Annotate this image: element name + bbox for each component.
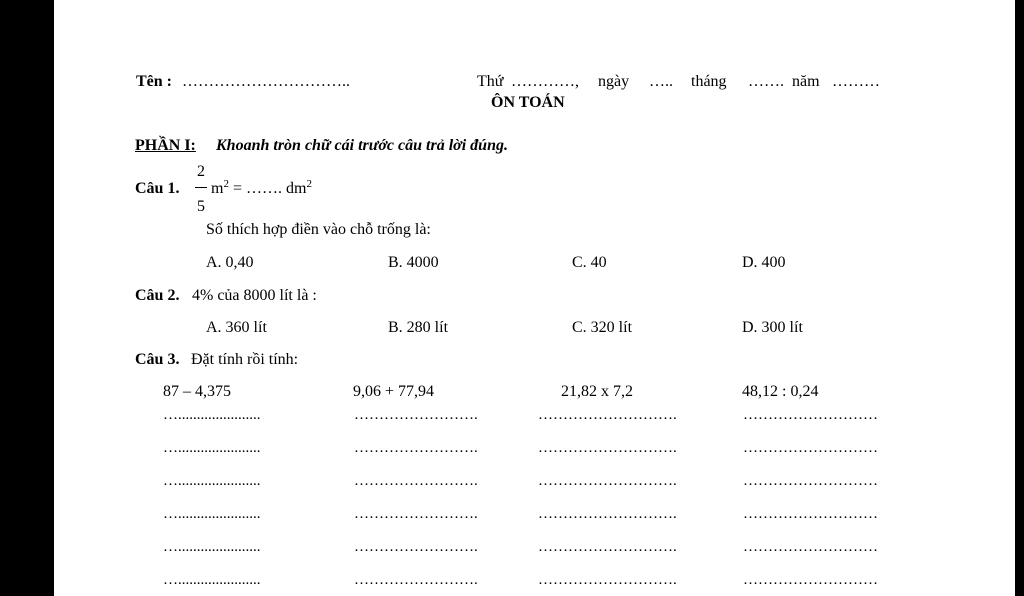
year-blank: ……… bbox=[832, 73, 880, 90]
q1-exp1: 2 bbox=[223, 178, 229, 190]
q1-label: Câu 1. bbox=[135, 180, 180, 197]
q3-calc-4: 48,12 : 0,24 bbox=[742, 383, 819, 400]
q1-expression bbox=[211, 179, 312, 199]
q3-text: Đặt tính rồi tính: bbox=[191, 351, 299, 368]
blank-r3-c4[interactable]: ……………………… bbox=[743, 473, 878, 489]
right-margin bbox=[1015, 0, 1024, 596]
q1-option-d[interactable]: D. 400 bbox=[742, 254, 786, 271]
blank-r4-c1[interactable]: …...................... bbox=[163, 506, 261, 522]
q2-text: 4% của 8000 lít là : bbox=[192, 287, 317, 304]
q1-option-a[interactable]: A. 0,40 bbox=[206, 254, 254, 271]
blank-r5-c1[interactable]: …...................... bbox=[163, 539, 261, 555]
month-blank: ……. bbox=[748, 73, 784, 90]
year-label: năm bbox=[792, 73, 820, 90]
q1-numerator: 2 bbox=[197, 163, 205, 180]
part1-instruction: Khoanh tròn chữ cái trước câu trả lời đúng. bbox=[216, 137, 508, 154]
blank-r1-c2[interactable]: ……………………. bbox=[354, 407, 478, 423]
blank-r3-c3[interactable]: ………………………. bbox=[538, 473, 677, 489]
blank-r4-c4[interactable]: ……………………… bbox=[743, 506, 878, 522]
blank-r2-c4[interactable]: ……………………… bbox=[743, 440, 878, 456]
blank-r5-c4[interactable]: ……………………… bbox=[743, 539, 878, 555]
fraction-bar bbox=[195, 187, 207, 188]
q2-label: Câu 2. bbox=[135, 287, 180, 304]
blank-r6-c3[interactable]: ………………………. bbox=[538, 572, 677, 588]
blank-r1-c1[interactable]: …...................... bbox=[163, 407, 261, 423]
page-title: ÔN TOÁN bbox=[491, 94, 565, 111]
q3-calc-3: 21,82 x 7,2 bbox=[561, 383, 633, 400]
blank-r4-c2[interactable]: ……………………. bbox=[354, 506, 478, 522]
q1-denominator: 5 bbox=[197, 198, 205, 215]
date-blank: ….. bbox=[649, 73, 673, 90]
q3-label: Câu 3. bbox=[135, 351, 180, 368]
blank-r6-c2[interactable]: ……………………. bbox=[354, 572, 478, 588]
q1-unit2: dm bbox=[285, 180, 307, 197]
blank-r2-c3[interactable]: ………………………. bbox=[538, 440, 677, 456]
q3-calc-1: 87 – 4,375 bbox=[163, 383, 231, 400]
q1-prompt: Số thích hợp điền vào chỗ trống là: bbox=[206, 221, 431, 238]
blank-r5-c2[interactable]: ……………………. bbox=[354, 539, 478, 555]
blank-r1-c3[interactable]: ………………………. bbox=[538, 407, 677, 423]
blank-r2-c2[interactable]: ……………………. bbox=[354, 440, 478, 456]
q2-option-b[interactable]: B. 280 lít bbox=[388, 319, 449, 336]
name-blank: ………………………….. bbox=[182, 73, 350, 90]
blank-r1-c4[interactable]: ……………………… bbox=[743, 407, 878, 423]
blank-r6-c1[interactable]: …...................... bbox=[163, 572, 261, 588]
document-page bbox=[54, 0, 1015, 596]
q2-option-d[interactable]: D. 300 lít bbox=[742, 319, 803, 336]
part1-label: PHẦN I: bbox=[135, 137, 196, 154]
q1-exp2: 2 bbox=[306, 178, 312, 190]
day-label: Thứ bbox=[477, 73, 504, 90]
left-margin bbox=[0, 0, 54, 596]
day-blank: …………, bbox=[511, 73, 579, 90]
blank-r6-c4[interactable]: ……………………… bbox=[743, 572, 878, 588]
q1-unit1: m bbox=[211, 180, 224, 197]
q2-option-a[interactable]: A. 360 lít bbox=[206, 319, 267, 336]
q3-calc-2: 9,06 + 77,94 bbox=[353, 383, 435, 400]
blank-r5-c3[interactable]: ………………………. bbox=[538, 539, 677, 555]
blank-r4-c3[interactable]: ………………………. bbox=[538, 506, 677, 522]
blank-r3-c1[interactable]: …...................... bbox=[163, 473, 261, 489]
blank-r2-c1[interactable]: …...................... bbox=[163, 440, 261, 456]
month-label: tháng bbox=[691, 73, 727, 90]
q1-middle: = ……. bbox=[228, 180, 286, 197]
q1-option-c[interactable]: C. 40 bbox=[572, 254, 607, 271]
date-label: ngày bbox=[598, 73, 630, 90]
q2-option-c[interactable]: C. 320 lít bbox=[572, 319, 633, 336]
name-label: Tên : bbox=[136, 73, 172, 90]
q1-option-b[interactable]: B. 4000 bbox=[388, 254, 439, 271]
blank-r3-c2[interactable]: ……………………. bbox=[354, 473, 478, 489]
